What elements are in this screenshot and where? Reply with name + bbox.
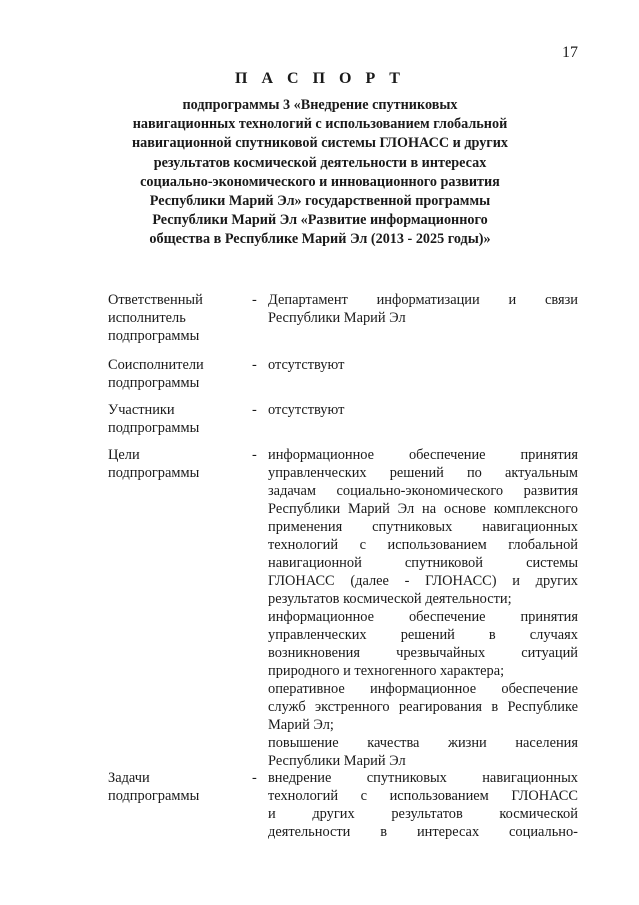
word: связи <box>545 292 578 308</box>
row-value <box>268 446 578 770</box>
word: (далее <box>350 573 389 589</box>
word: Департамент <box>268 292 348 308</box>
word: возникновения <box>268 645 360 661</box>
word: других <box>312 806 355 822</box>
row-dash: - <box>252 357 257 373</box>
word: спутниковых <box>372 519 453 535</box>
word: управленческих <box>268 627 367 643</box>
word: принятия <box>520 447 578 463</box>
row-dash: - <box>252 447 257 463</box>
word: информатизации <box>376 292 480 308</box>
row-label-line: подпрограммы <box>108 328 200 344</box>
document-title: П А С П О Р Т <box>235 70 405 87</box>
row-value-line: отсутствуют <box>268 357 345 373</box>
row-value-line <box>268 680 578 698</box>
word: решений <box>389 465 444 481</box>
row-value-line <box>268 464 578 482</box>
subtitle-line: Республики Марий Эл «Развитие информационного <box>152 212 488 229</box>
row-value <box>268 401 578 419</box>
word: решений <box>400 627 455 643</box>
word: использованием <box>387 537 487 553</box>
word: навигационных <box>482 519 578 535</box>
row-label <box>108 769 248 805</box>
heading-block <box>100 70 540 250</box>
row-label <box>108 291 248 345</box>
row-value-line <box>268 734 578 752</box>
word: внедрение <box>268 770 332 786</box>
word: использованием <box>389 788 489 804</box>
row-label <box>108 356 248 392</box>
word: ГЛОНАСС) <box>425 573 497 589</box>
row-dash: - <box>252 402 257 418</box>
row-label-line: исполнитель <box>108 310 186 326</box>
row-value <box>268 291 578 327</box>
word: в <box>380 824 388 840</box>
row-label-line: Соисполнители <box>108 357 204 373</box>
row-value-line <box>268 518 578 536</box>
row-value-line: результатов космической деятельности; <box>268 591 512 607</box>
word: применения <box>268 519 343 535</box>
word: технологий <box>268 788 339 804</box>
row-value-line: Республики Марий Эл <box>268 753 406 769</box>
word: ситуаций <box>521 645 578 661</box>
row-value-line <box>268 536 578 554</box>
row-label <box>108 446 248 482</box>
word: повышение <box>268 735 339 751</box>
word: по <box>466 465 482 481</box>
word: реагирования <box>398 699 483 715</box>
word: населения <box>515 735 578 751</box>
word: - <box>404 573 410 589</box>
word: случаях <box>529 627 578 643</box>
word: задачам <box>268 483 316 499</box>
word: навигационной <box>268 555 362 571</box>
word: деятельности <box>268 824 351 840</box>
word: системы <box>526 555 578 571</box>
row-label-line: Цели <box>108 447 140 463</box>
word: космической <box>499 806 578 822</box>
word: и <box>508 292 517 308</box>
row-label-line: подпрограммы <box>108 788 200 804</box>
row-value-line: природного и техногенного характера; <box>268 663 505 679</box>
word: основе <box>443 501 486 517</box>
word: спутниковых <box>366 770 447 786</box>
word: в <box>488 627 496 643</box>
word: интересах <box>416 824 480 840</box>
row-value-line <box>268 291 578 309</box>
row-dash: - <box>252 770 257 786</box>
row-value-line <box>268 698 578 716</box>
word: ГЛОНАСС <box>268 573 335 589</box>
row-label-line: Ответственный <box>108 292 203 308</box>
subtitle-line: общества в Республике Марий Эл (2013 - 2025 годы)» <box>149 231 491 248</box>
page-number: 17 <box>562 44 578 61</box>
row-value <box>268 356 578 374</box>
subtitle-line: навигационной спутниковой системы ГЛОНАСС и других <box>131 135 509 152</box>
word: информационное <box>268 609 375 625</box>
word: технологий <box>268 537 339 553</box>
row-value <box>268 769 578 841</box>
row-value-line <box>268 626 578 644</box>
word: принятия <box>520 609 578 625</box>
word: информационное <box>370 681 477 697</box>
word: ГЛОНАСС <box>511 788 578 804</box>
word: качества <box>367 735 420 751</box>
row-value-line <box>268 787 578 805</box>
word: актуальным <box>504 465 578 481</box>
row-value-line <box>268 446 578 464</box>
word: социально- <box>509 824 578 840</box>
row-value-line <box>268 554 578 572</box>
word: обеспечение <box>501 681 578 697</box>
word: чрезвычайных <box>396 645 486 661</box>
row-value-line <box>268 805 578 823</box>
word: обеспечение <box>408 447 486 463</box>
row-dash: - <box>252 292 257 308</box>
row-value-line <box>268 823 578 841</box>
subtitle-line: социально-экономического и инновационного развития <box>140 173 500 190</box>
subtitle-line: результатов космической деятельности в интересах <box>153 154 487 171</box>
row-value-line <box>268 482 578 500</box>
row-value-line: Марий Эл; <box>268 717 334 733</box>
word: служб <box>268 699 306 715</box>
word: Марий <box>348 501 390 517</box>
word: экстренного <box>314 699 390 715</box>
subtitle-line: навигационных технологий с использованием глобальной <box>132 116 508 133</box>
word: навигационных <box>482 770 578 786</box>
word: глобальной <box>508 537 578 553</box>
row-label-line: подпрограммы <box>108 465 200 481</box>
row-value-line <box>268 769 578 787</box>
word: в <box>491 699 499 715</box>
row-label-line: подпрограммы <box>108 375 200 391</box>
word: с <box>359 537 366 553</box>
word: Эл <box>397 501 415 517</box>
word: обеспечение <box>408 609 486 625</box>
row-value-line <box>268 572 578 590</box>
row-value-line <box>268 500 578 518</box>
row-value-line: отсутствуют <box>268 402 345 418</box>
row-value-line <box>268 644 578 662</box>
word: комплексного <box>493 501 578 517</box>
word: социально-экономического <box>336 483 504 499</box>
word: на <box>422 501 437 517</box>
row-label-line: Участники <box>108 402 175 418</box>
word: развития <box>523 483 578 499</box>
word: других <box>535 573 578 589</box>
row-label-line: подпрограммы <box>108 420 200 436</box>
word: и <box>512 573 520 589</box>
word: управленческих <box>268 465 367 481</box>
word: с <box>360 788 368 804</box>
word: оперативное <box>268 681 345 697</box>
word: Республики <box>268 501 341 517</box>
word: жизни <box>448 735 487 751</box>
word: результатов <box>391 806 463 822</box>
word: информационное <box>268 447 375 463</box>
word: спутниковой <box>404 555 483 571</box>
row-label-line: Задачи <box>108 770 150 786</box>
row-label <box>108 401 248 437</box>
subtitle-line: Республики Марий Эл» государственной программы <box>149 193 491 210</box>
word: Республике <box>507 699 578 715</box>
word: и <box>268 806 276 822</box>
row-value-line <box>268 608 578 626</box>
row-value-line: Республики Марий Эл <box>268 310 406 326</box>
subtitle <box>100 96 540 250</box>
subtitle-line: подпрограммы 3 «Внедрение спутниковых <box>182 97 458 113</box>
